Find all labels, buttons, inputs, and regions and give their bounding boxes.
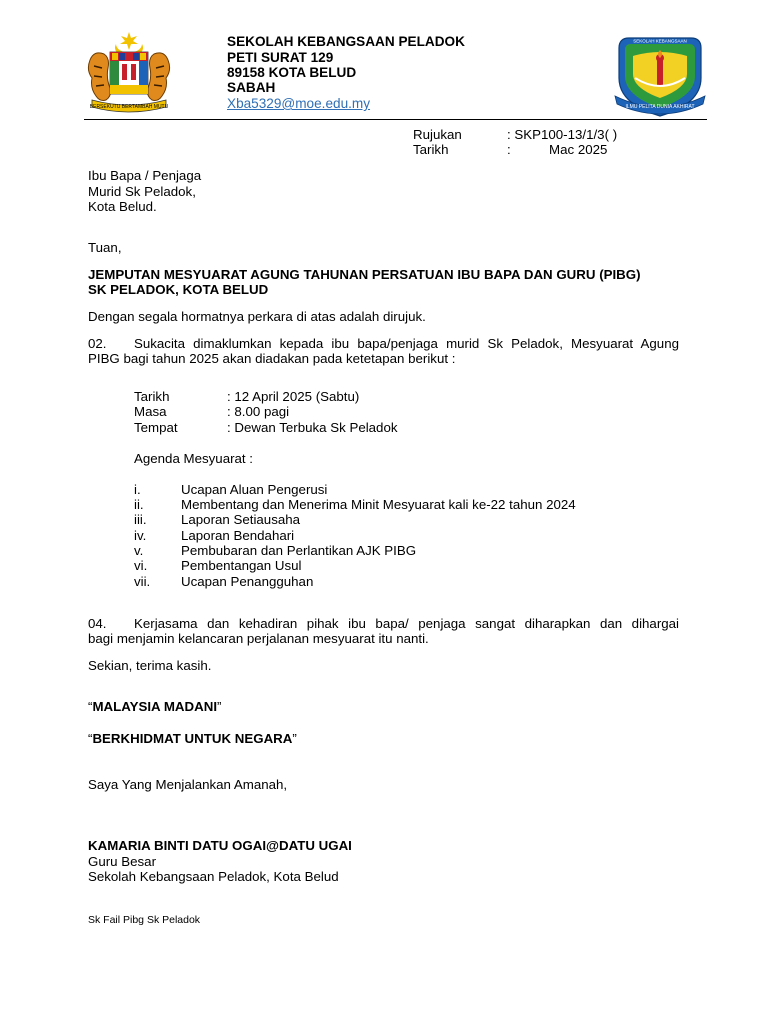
state: SABAH [227, 80, 276, 95]
agenda-item-number: i. [134, 482, 141, 497]
rujukan-value: : SKP100-13/1/3( ) [507, 127, 618, 142]
agenda-item-text: Laporan Bendahari [181, 528, 295, 543]
slogan-berkhidmat: “BERKHIDMAT UNTUK NEGARA” [88, 731, 297, 746]
crest-motto: BERSEKUTU BERTAMBAH MUTU [89, 104, 169, 110]
agenda-item-number: vi. [134, 558, 148, 573]
detail-value-masa: : 8.00 pagi [227, 404, 290, 419]
intro-paragraph: Dengan segala hormatnya perkara di atas adalah dirujuk. [88, 309, 426, 324]
rujukan-label: Rujukan [413, 127, 462, 142]
detail-label-masa: Masa [134, 404, 167, 419]
agenda-item-text: Ucapan Aluan Pengerusi [181, 482, 328, 497]
recipient-line-3: Kota Belud. [88, 199, 157, 214]
para-02-line-2: PIBG bagi tahun 2025 akan diadakan pada ketetapan berikut : [88, 351, 456, 366]
closing-line: Sekian, terima kasih. [88, 658, 212, 673]
tarikh-label: Tarikh [413, 142, 449, 157]
school-logo-motto: ILMU PELITA DUNIA AKHIRAT [625, 104, 695, 110]
school-logo [613, 34, 707, 118]
agenda-item-number: iii. [134, 512, 147, 527]
agenda-item-number: iv. [134, 528, 147, 543]
recipient-line-2: Murid Sk Peladok, [88, 184, 196, 199]
agenda-title: Agenda Mesyuarat : [134, 451, 254, 466]
detail-value-tarikh: : 12 April 2025 (Sabtu) [227, 389, 360, 404]
agenda-item-text: Pembentangan Usul [181, 558, 302, 573]
malaysia-coat-of-arms-logo [86, 30, 172, 116]
school-logo-top: SEKOLAH KEBANGSAAN [633, 38, 687, 44]
email-link[interactable]: Xba5329@moe.edu.my [227, 96, 371, 111]
slogan-malaysia-madani: “MALAYSIA MADANI” [88, 699, 222, 714]
agenda-item-number: ii. [134, 497, 144, 512]
agenda-item-text: Pembubaran dan Perlantikan AJK PIBG [181, 543, 417, 558]
salutation: Tuan, [88, 240, 122, 255]
signatory-name: KAMARIA BINTI DATU OGAI@DATU UGAI [88, 838, 352, 853]
slogan-2-text: BERKHIDMAT UNTUK NEGARA [92, 731, 293, 746]
postcode-city: 89158 KOTA BELUD [227, 65, 357, 80]
para-04-line-2: bagi menjamin kelancaran perjalanan mesyuarat itu nanti. [88, 631, 429, 646]
para-04-line-1: Kerjasama dan kehadiran pihak ibu bapa/ penjaga sangat diharapkan dan dihargai [134, 616, 679, 631]
header-divider [84, 119, 707, 120]
agenda-item-text: Membentang dan Menerima Minit Mesyuarat kali ke-22 tahun 2024 [181, 497, 576, 512]
school-name: SEKOLAH KEBANGSAAN PELADOK [227, 34, 465, 49]
signatory-org: Sekolah Kebangsaan Peladok, Kota Belud [88, 869, 339, 884]
subject-line-2: SK PELADOK, KOTA BELUD [88, 282, 269, 297]
para-02-number: 02. [88, 336, 107, 351]
signatory-title: Guru Besar [88, 854, 156, 869]
footer-note: Sk Fail Pibg Sk Peladok [88, 914, 201, 926]
detail-label-tempat: Tempat [134, 420, 178, 435]
agenda-item-text: Laporan Setiausaha [181, 512, 301, 527]
trust-line: Saya Yang Menjalankan Amanah, [88, 777, 288, 792]
recipient-line-1: Ibu Bapa / Penjaga [88, 168, 202, 183]
para-02-line-1: Sukacita dimaklumkan kepada ibu bapa/penjaga murid Sk Peladok, Mesyuarat Agung [134, 336, 679, 351]
tarikh-value: Mac 2025 [549, 142, 608, 157]
slogan-1-text: MALAYSIA MADANI [92, 699, 218, 714]
agenda-item-number: vii. [134, 574, 151, 589]
po-box: PETI SURAT 129 [227, 50, 334, 65]
para-04-number: 04. [88, 616, 107, 631]
detail-label-tarikh: Tarikh [134, 389, 170, 404]
subject-line-1: JEMPUTAN MESYUARAT AGUNG TAHUNAN PERSATUAN IBU BAPA DAN GURU (PIBG) [88, 267, 641, 282]
detail-value-tempat: : Dewan Terbuka Sk Peladok [227, 420, 398, 435]
tarikh-colon: : [507, 142, 511, 157]
agenda-item-number: v. [134, 543, 144, 558]
agenda-item-text: Ucapan Penangguhan [181, 574, 314, 589]
